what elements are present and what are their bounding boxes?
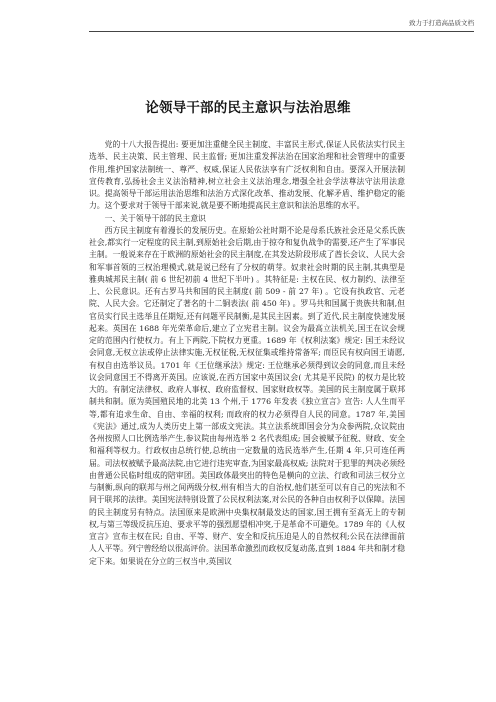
page-title: 论领导干部的民主意识与法治思维 bbox=[145, 100, 351, 116]
section-heading: 一、关于领导干部的民主意识 bbox=[104, 213, 206, 223]
header-note: 致力于打造高品质文档 bbox=[409, 19, 474, 27]
intro-paragraph: 党的十八大报告提出: 要更加注重健全民主制度、丰富民主形式,保证人民依法实行民主选举、民主决策、民主管理、民主监督; 更加注重发挥法治在国家治理和社会管理中的重要作用,维护国家法制统一、尊严、权威,保证人民依法享有广泛权利和自由。要深入开展法制宣传教育,弘扬社会主义法治精神,树立社会主义法治理念,增强全社会学法尊法守法用法意识。提高领导干部运用法治思维和法治方式深化改革、推动发展、化解矛盾、维护稳定的能力。这个要求对于领导干部来说,就是要不断地提高民主意识和法治思维的水平。 bbox=[89, 140, 405, 211]
header-divider bbox=[89, 31, 474, 32]
document-body bbox=[89, 139, 405, 568]
body-paragraph: 西方民主制度有着漫长的发展历史。在原始公社时期不论是母系氏族社会还是父系氏族社会,都实行一定程度的民主制,到原始社会后期,由于掠夺和复仇战争的需要,还产生了军事民主制。一般说来存在于欧洲的原始社会的民主制度,在其发达阶段形成了酋长会议、人民大会和军事首领的三权治理模式,就是说已经有了分权的萌芽。奴隶社会时期的民主制,其典型是雅典城邦民主制( 前 6 世纪初前 4 世纪下半叶) 。其特征是: 主权在民、权力制约、法律至上、公民意识。还有古罗马共和国的民主制度( 前 509 - 前 27 年) 。它设有执政官、元老院、人民大会。它还制定了著名的十二铜表法( 前 450 年) 。罗马共和国属于贵族共和制,但官员实行民主选举且任期短,还有问题平民制衡,是其民主因素。到了近代,民主制度快速发展起来。英国在 1688 年光荣革命后,建立了立宪君主制。议会为最高立法机关,国王在议会规定的范围内行使权力。有上下两院,下院权力更重。1689 年《权利法案》规定: 国王未经议会同意,无权立法或停止法律实施,无权征税,无权征集或维持常备军; 而臣民有权向国王请愿,有权自由选举议员。1701 年《王位继承法》规定: 王位继承必须得到议会的同意,而且未经议会同意国王不得离开英国。应该说,在西方国家中英国议会( 尤其是平民院) 的权力是比较大的。有制定法律权、政府人事权、政府监督权、国家财政权等。美国的民主制度属于联邦制共和制。原为英国殖民地的北美 13 个州,于 1776 年发表《独立宣言》宣告: 人人生而平等,都有追求生命、自由、幸福的权利; 而政府的权力必须得自人民的同意。1787 年,美国《宪法》通过,成为人类历史上第一部成文宪法。其立法系统即国会分为众参两院,众议院由各州按照人口比例选举产生,参议院由每州选举 2 名代表组成; 国会被赋予征税、财政、安全和福利等权力。行政权由总统行使,总统由一定数量的选民选举产生,任期 4 年,只可连任两届。司法权被赋予最高法院,由它进行违宪审查,为国家最高权威; 法院对于犯罪的判决必须经由普通公民临时组成的陪审团。美国政体最突出的特色是横向的立法、行政和司法三权分立与制衡,纵向的联邦与州之间两级分权,州有相当大的自治权,他们甚至可以有自己的宪法和不同于联邦的法律。美国宪法特别设置了公民权利法案,对公民的各种自由权利予以保障。法国的民主制度另有特点。法国原来是欧洲中央集权制最发达的国家,国王拥有至高无上的专制权,与第三等级反抗压迫、要求平等的强烈愿望相冲突,于是革命不可避免。1789 年的《人权宣言》宣布主权在民; 自由、平等、财产、安全和反抗压迫是人的自然权利;公民在法律面前人人平等。列宁曾经给以很高评价。法国革命激烈而政权反复动荡,直到 1884 年共和制才稳定下来。如果说在分立的三权当中,英国议 bbox=[89, 225, 405, 566]
